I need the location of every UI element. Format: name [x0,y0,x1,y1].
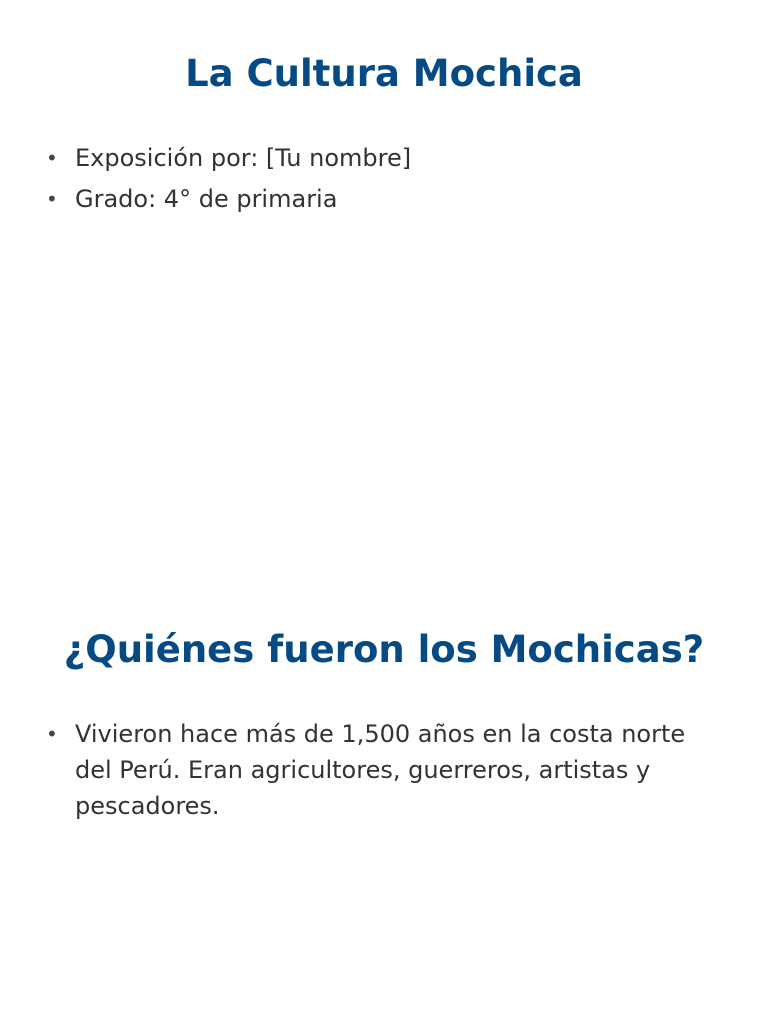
slide-1-bullet-list [46,140,706,222]
bullet-icon: • [46,187,58,211]
bullet-text-description: Vivieron hace más de 1,500 años en la costa norte del Perú. Eran agricultores, guerreros, artistas y pescadores. [75,720,686,820]
bullet-icon: • [46,722,58,746]
bullet-description [46,716,706,824]
bullet-text-grade: Grado: 4° de primaria [75,185,338,213]
bullet-grade [46,181,706,217]
bullet-presenter [46,140,706,176]
bullet-text-presenter: Exposición por: [Tu nombre] [75,144,412,172]
slide-2 [0,576,768,1024]
slide-2-bullet-list [46,716,706,829]
slide-2-title: ¿Quiénes fueron los Mochicas? [63,628,705,671]
bullet-icon: • [46,146,58,170]
slide-1-title: La Cultura Mochica [185,52,583,95]
